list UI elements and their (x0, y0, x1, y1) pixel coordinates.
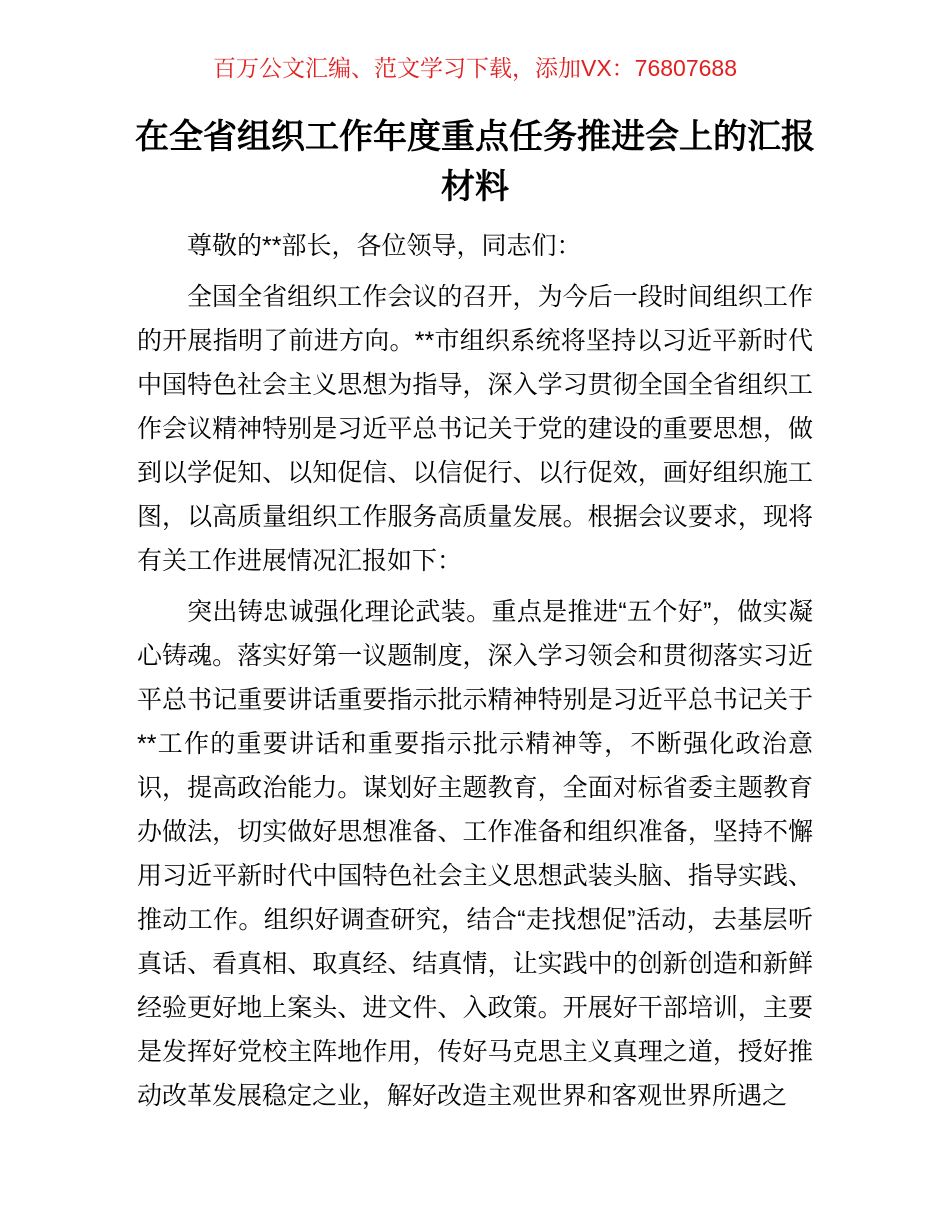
paragraph-1: 全国全省组织工作会议的召开，为今后一段时间组织工作的开展指明了前进方向。**市组织系统将坚持以习近平新时代中国特色社会主义思想为指导，深入学习贯彻全国全省组织工作会议精神特别是习近平总书记关于党的建设的重要思想，做到以学促知、以知促信、以信促行、以行促效，画好组织施工图，以高质量组织工作服务高质量发展。根据会议要求，现将有关工作进展情况汇报如下： (137, 283, 813, 575)
document-title-line-2: 材料 (441, 168, 509, 206)
watermark-notice: 百万公文汇编、范文学习下载，添加VX：76807688 (212, 55, 737, 81)
greeting-line: 尊敬的**部长，各位领导，同志们： (187, 232, 582, 260)
paragraph-2: 突出铸忠诚强化理论武装。重点是推进“五个好”，做实凝心铸魂。落实好第一议题制度，深入学习领会和贯彻落实习近平总书记重要讲话重要指示批示精神特别是习近平总书记关于**工作的重要讲话和重要指示批示精神等，不断强化政治意识，提高政治能力。谋划好主题教育，全面对标省委主题教育办做法，切实做好思想准备、工作准备和组织准备，坚持不懈用习近平新时代中国特色社会主义思想武装头脑、指导实践、推动工作。组织好调查研究，结合“走找想促”活动，去基层听真话、看真相、取真经、结真情，让实践中的创新创造和新鲜经验更好地上案头、进文件、入政策。开展好干部培训，主要是发挥好党校主阵地作用，传好马克思主义真理之道，授好推动改革发展稳定之业，解好改造主观世界和客观世界所遇之 (137, 598, 813, 1110)
document-body (137, 224, 813, 1118)
document-title (115, 112, 835, 212)
document-title-line-1: 在全省组织工作年度重点任务推进会上的汇报 (135, 118, 815, 156)
